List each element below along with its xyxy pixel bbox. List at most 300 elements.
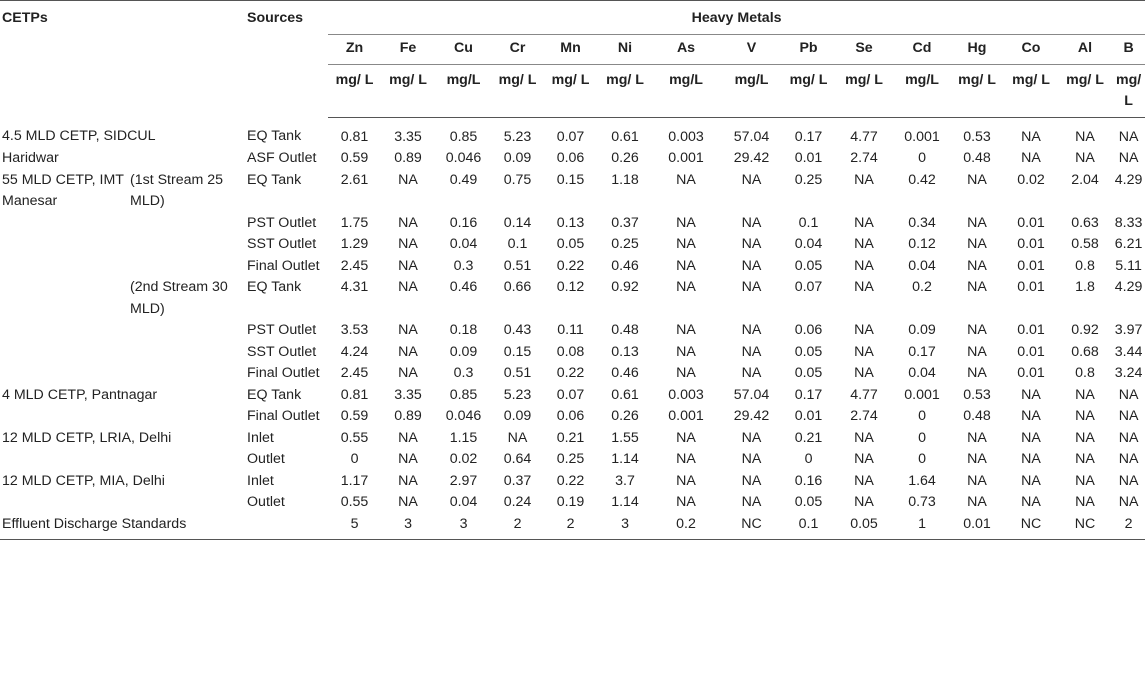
value-cell: 0.61 <box>611 386 639 403</box>
value-cell: 0 <box>918 429 926 446</box>
value-cell: 0.01 <box>1017 236 1045 252</box>
value-cell: NA <box>741 236 762 252</box>
value-cell: 0.59 <box>340 150 369 166</box>
value-cell: NA <box>854 322 874 338</box>
value-cell: 0.17 <box>908 343 936 360</box>
value-cell: NA <box>967 429 987 446</box>
value-cell: NA <box>741 472 762 489</box>
source-cell: Inlet <box>247 429 274 446</box>
value-cell: NA <box>676 343 696 360</box>
source-cell: SST Outlet <box>247 236 317 252</box>
metal-header: Zn <box>328 35 381 65</box>
value-cell: NC <box>720 514 783 540</box>
source-cell: EQ Tank <box>247 279 302 295</box>
value-cell: NA <box>967 279 987 295</box>
value-cell: NA <box>1021 150 1041 166</box>
value-cell: 0.75 <box>503 171 532 188</box>
table-row <box>0 471 1145 493</box>
source-cell: PST Outlet <box>247 214 317 231</box>
table-row <box>0 514 1145 540</box>
unit-header: mg/ L <box>492 64 543 117</box>
value-cell: NA <box>398 472 418 489</box>
value-cell: 0.34 <box>908 214 936 231</box>
value-cell: 0.37 <box>611 214 639 231</box>
source-cell: Outlet <box>247 451 285 467</box>
heavy-metals-header: Heavy Metals <box>328 1 1145 35</box>
unit-header: mg/ L <box>783 64 834 117</box>
value-cell: 2 <box>492 514 543 540</box>
cetp-cell <box>0 213 243 235</box>
value-cell: 0.04 <box>449 494 478 510</box>
value-cell: 0.09 <box>449 343 478 360</box>
value-cell: 3.35 <box>394 386 422 403</box>
value-cell: 0.16 <box>449 214 478 231</box>
value-cell: 0.04 <box>449 236 478 252</box>
value-cell: NA <box>741 494 762 510</box>
value-cell: 0.55 <box>340 494 369 510</box>
value-cell: NA <box>1075 128 1095 145</box>
value-cell: 0.01 <box>794 408 823 424</box>
value-cell: 0.24 <box>503 494 532 510</box>
value-cell: 0.21 <box>794 429 823 446</box>
value-cell: 4.29 <box>1114 171 1143 188</box>
value-cell: 4.29 <box>1114 279 1143 295</box>
value-cell: NA <box>398 343 418 360</box>
value-cell: 1.14 <box>611 494 639 510</box>
value-cell: 0.1 <box>798 214 819 231</box>
value-cell: 0.05 <box>556 236 585 252</box>
value-cell: 0.51 <box>503 257 532 274</box>
cetp-cell <box>0 277 130 320</box>
value-cell: 0.81 <box>340 386 369 403</box>
value-cell: NA <box>398 171 418 188</box>
value-cell: 0.92 <box>1071 322 1099 338</box>
cetp-cell <box>0 320 243 342</box>
value-cell: 29.42 <box>733 150 770 166</box>
value-cell: NA <box>854 171 874 188</box>
value-cell: NA <box>1118 386 1139 403</box>
value-cell: 0.46 <box>611 257 639 274</box>
value-cell: 0.26 <box>611 408 639 424</box>
value-cell: 0.04 <box>908 257 936 274</box>
value-cell: NA <box>854 472 874 489</box>
value-cell: 4.77 <box>850 128 878 145</box>
value-cell: 5.23 <box>503 386 532 403</box>
value-cell: 2.04 <box>1071 171 1099 188</box>
stream-cell: (1st Stream 25 MLD) <box>130 171 224 209</box>
table-row <box>0 170 1145 213</box>
cetp-cell: 4 MLD CETP, Pantnagar <box>2 386 158 403</box>
cetp-cell: 12 MLD CETP, LRIA, Delhi <box>2 429 172 446</box>
source-cell: Final Outlet <box>247 365 320 381</box>
value-cell: NA <box>741 429 762 446</box>
value-cell: 0.2 <box>912 279 932 295</box>
metal-header: Cd <box>894 35 950 65</box>
value-cell: NA <box>967 171 987 188</box>
value-cell: 0.49 <box>449 171 478 188</box>
value-cell: NC <box>1004 514 1058 540</box>
value-cell: 0.8 <box>1075 257 1095 274</box>
value-cell: NA <box>1118 494 1139 510</box>
value-cell: NA <box>676 214 696 231</box>
unit-header: mg/ L <box>381 64 435 117</box>
value-cell: 0.22 <box>556 365 585 381</box>
value-cell: 3.53 <box>340 322 369 338</box>
value-cell: 0.046 <box>445 408 482 424</box>
value-cell: 0.22 <box>556 472 585 489</box>
value-cell: 0.19 <box>556 494 585 510</box>
value-cell: 0.003 <box>668 386 704 403</box>
cetp-cell <box>0 256 243 278</box>
value-cell: 0.46 <box>449 279 478 295</box>
value-cell: 0.22 <box>556 257 585 274</box>
value-cell: 0.2 <box>652 514 720 540</box>
sources-header: Sources <box>243 1 328 118</box>
value-cell: 0.13 <box>556 214 585 231</box>
unit-header: mg/L <box>720 64 783 117</box>
value-cell: 5.23 <box>503 128 532 145</box>
value-cell: 0.17 <box>794 128 823 145</box>
value-cell: 0.26 <box>611 150 639 166</box>
value-cell: NA <box>854 451 874 467</box>
metal-header: Mn <box>543 35 598 65</box>
value-cell: NA <box>676 472 696 489</box>
cetp-cell <box>0 234 243 256</box>
value-cell: NA <box>854 343 874 360</box>
value-cell: 6.21 <box>1114 236 1143 252</box>
unit-header: mg/ L <box>1004 64 1058 117</box>
value-cell: NA <box>398 429 418 446</box>
value-cell: 0.01 <box>1017 279 1045 295</box>
unit-header: mg/L <box>435 64 492 117</box>
value-cell: 0.25 <box>556 451 585 467</box>
value-cell: 0.92 <box>611 279 639 295</box>
value-cell: 0.04 <box>908 365 936 381</box>
value-cell: NA <box>398 494 418 510</box>
metal-header: B <box>1112 35 1145 65</box>
value-cell: 4.77 <box>850 386 878 403</box>
value-cell: 0.89 <box>394 408 422 424</box>
table-row <box>0 342 1145 364</box>
metal-header: As <box>652 35 720 65</box>
value-cell: 0.73 <box>908 494 936 510</box>
table-row <box>0 234 1145 256</box>
cetp-cell <box>0 363 243 385</box>
value-cell: 1.75 <box>340 214 369 231</box>
value-cell: NA <box>1118 408 1139 424</box>
value-cell: NA <box>854 429 874 446</box>
metal-header: Se <box>834 35 894 65</box>
value-cell: 5 <box>328 514 381 540</box>
value-cell: NA <box>967 451 987 467</box>
table-row <box>0 117 1145 148</box>
value-cell: 0.001 <box>668 408 704 424</box>
value-cell: 0.21 <box>556 429 585 446</box>
value-cell: 0.05 <box>794 494 823 510</box>
value-cell: NA <box>1118 429 1139 446</box>
value-cell: 3.35 <box>394 128 422 145</box>
metal-header: Al <box>1058 35 1112 65</box>
value-cell: NA <box>398 365 418 381</box>
value-cell: 0.42 <box>908 171 936 188</box>
value-cell: NA <box>1021 472 1041 489</box>
unit-header: mg/L <box>894 64 950 117</box>
value-cell: 3.24 <box>1114 365 1143 381</box>
cetp-cell: 55 MLD CETP, IMT Manesar <box>2 171 124 209</box>
unit-header: mg/ L <box>598 64 652 117</box>
value-cell: 57.04 <box>733 128 770 145</box>
value-cell: NA <box>741 214 762 231</box>
value-cell: 4.31 <box>340 279 369 295</box>
value-cell: 0.046 <box>445 150 482 166</box>
unit-header: mg/ L <box>543 64 598 117</box>
value-cell: 29.42 <box>733 408 770 424</box>
value-cell: 0.01 <box>1017 214 1045 231</box>
source-cell: EQ Tank <box>247 128 302 144</box>
value-cell: NA <box>507 429 528 446</box>
value-cell: 3 <box>598 514 652 540</box>
value-cell: NA <box>741 257 762 274</box>
value-cell: NA <box>741 343 762 360</box>
source-cell: SST Outlet <box>247 343 317 360</box>
value-cell: NA <box>676 451 696 467</box>
value-cell: 0 <box>804 451 813 467</box>
cetp-cell <box>0 492 243 514</box>
unit-header: mg/ L <box>834 64 894 117</box>
value-cell: NA <box>854 257 874 274</box>
value-cell: NA <box>1021 386 1041 403</box>
value-cell: 0.09 <box>908 322 936 338</box>
cetp-cell <box>0 449 243 471</box>
value-cell: 1.55 <box>611 429 639 446</box>
value-cell: 0.01 <box>1017 257 1045 274</box>
value-cell: 0.07 <box>556 386 585 403</box>
value-cell: 0.1 <box>507 236 528 252</box>
unit-header: mg/L <box>652 64 720 117</box>
value-cell: 0.61 <box>611 128 639 145</box>
value-cell: NA <box>1118 451 1139 467</box>
value-cell: NA <box>398 451 418 467</box>
value-cell: 0.55 <box>340 429 369 446</box>
value-cell: NA <box>1021 494 1041 510</box>
value-cell: NA <box>676 494 696 510</box>
value-cell: NA <box>854 365 874 381</box>
value-cell: NA <box>1021 451 1041 467</box>
value-cell: 0.15 <box>556 171 585 188</box>
table-row <box>0 363 1145 385</box>
value-cell: NA <box>676 322 696 338</box>
value-cell: 0.48 <box>611 322 639 338</box>
value-cell: NA <box>1075 472 1095 489</box>
value-cell: NA <box>1075 408 1095 424</box>
value-cell: 0.43 <box>503 322 532 338</box>
value-cell: 2 <box>543 514 598 540</box>
header-row <box>0 1 1145 35</box>
value-cell: 0.12 <box>556 279 585 295</box>
value-cell: 0.05 <box>794 257 823 274</box>
value-cell: NA <box>1075 451 1095 467</box>
value-cell: 0.01 <box>1017 322 1045 338</box>
value-cell: NA <box>967 322 987 338</box>
stream-cell: (2nd Stream 30 MLD) <box>130 279 228 317</box>
value-cell: 0.06 <box>556 408 585 424</box>
value-cell: NA <box>854 214 874 231</box>
cetp-cell: 4.5 MLD CETP, SIDCUL <box>2 128 156 144</box>
value-cell: 0.003 <box>668 128 704 145</box>
cetp-cell: Effluent Discharge Standards <box>0 514 328 540</box>
table-row <box>0 256 1145 278</box>
value-cell: 0.51 <box>503 365 532 381</box>
source-cell: EQ Tank <box>247 171 302 188</box>
table-row <box>0 277 1145 320</box>
source-cell: PST Outlet <box>247 322 317 338</box>
value-cell: 0.001 <box>668 150 704 166</box>
value-cell: 2.97 <box>449 472 478 489</box>
table-row <box>0 428 1145 450</box>
value-cell: NA <box>967 472 987 489</box>
cetps-header: CETPs <box>0 1 243 118</box>
value-cell: 0.18 <box>449 322 478 338</box>
value-cell: 0.59 <box>340 408 369 424</box>
unit-header: mg/ L <box>950 64 1004 117</box>
value-cell: 2.74 <box>850 150 878 166</box>
value-cell: 0.001 <box>904 386 940 403</box>
value-cell: NA <box>398 214 418 231</box>
value-cell: 0.3 <box>453 257 474 274</box>
value-cell: 0.25 <box>611 236 639 252</box>
value-cell: 0.48 <box>963 408 991 424</box>
value-cell: NA <box>967 494 987 510</box>
value-cell: 3.97 <box>1114 322 1143 338</box>
value-cell: 2.45 <box>340 257 369 274</box>
value-cell: 0 <box>350 451 359 467</box>
unit-header: mg/ L <box>1058 64 1112 117</box>
value-cell: 0.05 <box>794 365 823 381</box>
value-cell: 1.8 <box>1075 279 1095 295</box>
value-cell: NA <box>398 322 418 338</box>
value-cell: 1 <box>894 514 950 540</box>
value-cell: NA <box>741 322 762 338</box>
cetp-cell: Haridwar <box>2 150 59 166</box>
metal-header: Cu <box>435 35 492 65</box>
value-cell: 3.44 <box>1114 343 1143 360</box>
value-cell: NA <box>967 214 987 231</box>
value-cell: 0.07 <box>556 128 585 145</box>
value-cell: NA <box>967 236 987 252</box>
value-cell: NA <box>398 279 418 295</box>
value-cell: NA <box>1075 494 1095 510</box>
value-cell: NA <box>854 494 874 510</box>
value-cell: NA <box>676 257 696 274</box>
value-cell: 0.85 <box>449 386 478 403</box>
value-cell: NA <box>1118 472 1139 489</box>
value-cell: NA <box>741 365 762 381</box>
value-cell: 0.85 <box>449 128 478 145</box>
metal-header: Hg <box>950 35 1004 65</box>
cetp-cell: 12 MLD CETP, MIA, Delhi <box>2 472 165 489</box>
value-cell: NA <box>1075 150 1095 166</box>
value-cell: NA <box>676 279 696 295</box>
value-cell: 0.15 <box>503 343 532 360</box>
table-body <box>0 117 1145 540</box>
value-cell: NA <box>741 451 762 467</box>
value-cell: 1.64 <box>908 472 936 489</box>
metal-header: Co <box>1004 35 1058 65</box>
metal-header: Fe <box>381 35 435 65</box>
value-cell: 0.13 <box>611 343 639 360</box>
value-cell: 0.09 <box>503 150 532 166</box>
value-cell: 0.8 <box>1075 365 1095 381</box>
source-cell: Final Outlet <box>247 257 320 274</box>
table-row <box>0 213 1145 235</box>
value-cell: 0.01 <box>950 514 1004 540</box>
value-cell: NA <box>676 171 696 188</box>
value-cell: NA <box>967 257 987 274</box>
value-cell: 4.24 <box>340 343 369 360</box>
value-cell: NC <box>1058 514 1112 540</box>
value-cell: 0.3 <box>453 365 474 381</box>
value-cell: 57.04 <box>733 386 770 403</box>
table-row <box>0 449 1145 471</box>
value-cell: 5.11 <box>1115 257 1142 274</box>
value-cell: NA <box>398 236 418 252</box>
source-cell: EQ Tank <box>247 386 302 403</box>
value-cell: NA <box>967 365 987 381</box>
value-cell: 0.05 <box>794 343 823 360</box>
value-cell: 1.29 <box>340 236 369 252</box>
value-cell: NA <box>1075 429 1095 446</box>
value-cell: NA <box>676 365 696 381</box>
metal-header: Ni <box>598 35 652 65</box>
value-cell: 0.02 <box>449 451 478 467</box>
source-cell: Inlet <box>247 472 274 489</box>
value-cell: 3 <box>435 514 492 540</box>
table-row <box>0 148 1145 170</box>
table-row <box>0 320 1145 342</box>
value-cell: 2 <box>1112 514 1145 540</box>
value-cell: 0.06 <box>794 322 823 338</box>
value-cell: 8.33 <box>1114 214 1143 231</box>
value-cell: NA <box>1075 386 1095 403</box>
metal-header: Pb <box>783 35 834 65</box>
value-cell: 0.81 <box>340 128 369 145</box>
value-cell: NA <box>1118 150 1139 166</box>
value-cell: 3.7 <box>615 472 635 489</box>
value-cell: NA <box>398 257 418 274</box>
value-cell: NA <box>1021 429 1041 446</box>
value-cell: 0.46 <box>611 365 639 381</box>
source-cell: Outlet <box>247 494 285 510</box>
value-cell: 0.001 <box>904 128 940 145</box>
value-cell: 0.53 <box>963 128 991 145</box>
value-cell: 0.1 <box>783 514 834 540</box>
value-cell: NA <box>1118 128 1139 145</box>
value-cell: 0.63 <box>1071 214 1099 231</box>
value-cell: 0.01 <box>794 150 823 166</box>
value-cell: 0.09 <box>503 408 532 424</box>
value-cell: NA <box>676 429 696 446</box>
value-cell: 0.89 <box>394 150 422 166</box>
value-cell: 2.45 <box>340 365 369 381</box>
value-cell: 0.25 <box>794 171 823 188</box>
cetp-cell <box>0 342 243 364</box>
source-cell: ASF Outlet <box>247 150 317 166</box>
value-cell: 0.66 <box>503 279 532 295</box>
value-cell: NA <box>1021 408 1041 424</box>
value-cell: NA <box>854 279 874 295</box>
value-cell: 0.01 <box>1017 365 1045 381</box>
value-cell: NA <box>967 343 987 360</box>
